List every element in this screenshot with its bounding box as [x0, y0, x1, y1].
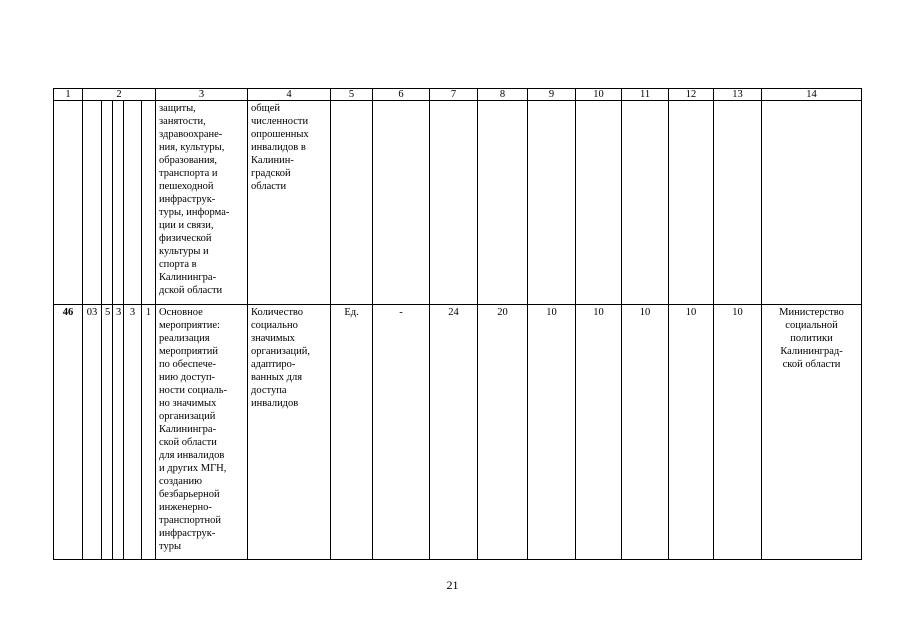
cell-responsible [762, 101, 862, 305]
cell-col12: 10 [669, 305, 714, 560]
cell-code-2: 5 [102, 305, 113, 560]
cell-code-3: 3 [113, 305, 124, 560]
cell-col8 [478, 101, 528, 305]
cell-code-4 [124, 101, 142, 305]
header-cell-4: 4 [248, 89, 331, 101]
header-cell-3: 3 [156, 89, 248, 101]
header-cell-7: 7 [430, 89, 478, 101]
cell-col13 [714, 101, 762, 305]
cell-col6: - [373, 305, 430, 560]
cell-code-1 [83, 101, 102, 305]
cell-code-1: 03 [83, 305, 102, 560]
cell-col11: 10 [622, 305, 669, 560]
cell-num [54, 101, 83, 305]
header-cell-8: 8 [478, 89, 528, 101]
cell-code-5: 1 [142, 305, 156, 560]
cell-col10 [576, 101, 622, 305]
header-cell-13: 13 [714, 89, 762, 101]
header-row [54, 89, 862, 101]
header-cell-1: 1 [54, 89, 83, 101]
header-cell-2: 2 [83, 89, 156, 101]
cell-event-description: Основное мероприятие: реализация мероприятий по обеспече- нию доступ- ности социаль- но значимых организаций Калинингра- ской области для инвалидов и других МГН, созданию безбарьерной инженерно- транспортной инфраструк- туры [156, 305, 248, 560]
header-cell-11: 11 [622, 89, 669, 101]
cell-num: 46 [54, 305, 83, 560]
cell-col9: 10 [528, 305, 576, 560]
cell-col6 [373, 101, 430, 305]
cell-col13: 10 [714, 305, 762, 560]
table-row-continued [54, 101, 862, 305]
cell-event-description: защиты, занятости, здравоохране- ния, культуры, образования, транспорта и пешеходной инфраструк- туры, информа- ции и связи, физической культуры и спорта в Калинингра- дской области [156, 101, 248, 305]
cell-code-5 [142, 101, 156, 305]
cell-col10: 10 [576, 305, 622, 560]
cell-code-3 [113, 101, 124, 305]
cell-code-2 [102, 101, 113, 305]
data-table [53, 88, 862, 560]
cell-indicator-description: общей численности опрошенных инвалидов в Калинин- градской области [248, 101, 331, 305]
cell-col9 [528, 101, 576, 305]
cell-col8: 20 [478, 305, 528, 560]
cell-indicator-description: Количество социально значимых организаций, адаптиро- ванных для доступа инвалидов [248, 305, 331, 560]
cell-col11 [622, 101, 669, 305]
header-cell-5: 5 [331, 89, 373, 101]
header-cell-6: 6 [373, 89, 430, 101]
header-cell-14: 14 [762, 89, 862, 101]
cell-col7: 24 [430, 305, 478, 560]
cell-unit [331, 101, 373, 305]
cell-responsible: Министерство социальной политики Калининград- ской области [762, 305, 862, 560]
cell-code-4: 3 [124, 305, 142, 560]
page-number: 21 [446, 578, 459, 592]
header-cell-12: 12 [669, 89, 714, 101]
header-cell-9: 9 [528, 89, 576, 101]
cell-unit: Ед. [331, 305, 373, 560]
header-cell-10: 10 [576, 89, 622, 101]
cell-col12 [669, 101, 714, 305]
cell-col7 [430, 101, 478, 305]
table-row-46 [54, 305, 862, 560]
